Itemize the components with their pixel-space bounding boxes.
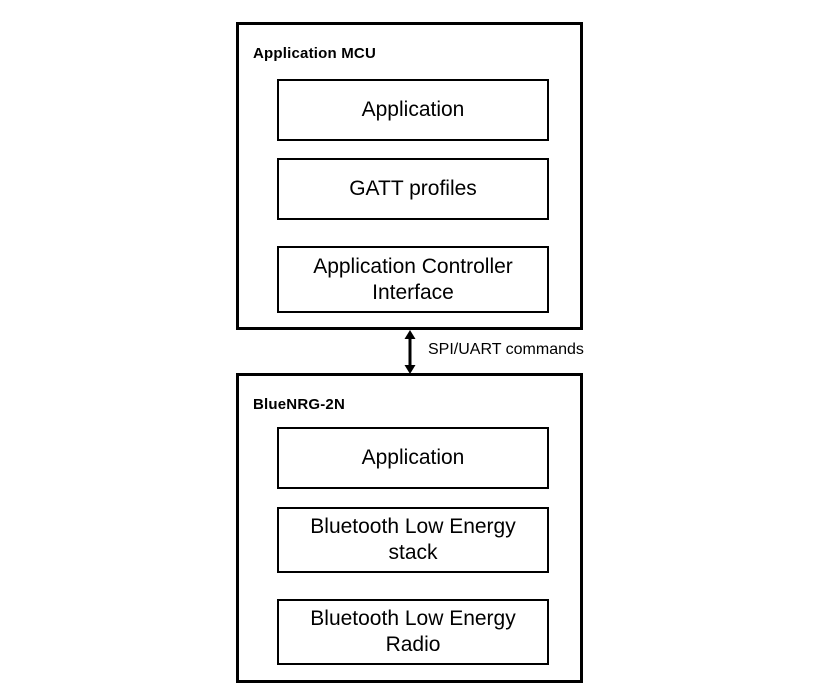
box-ble-stack-label-line2: stack (388, 541, 438, 564)
box-mcu-application-label: Application (361, 98, 465, 122)
box-ble-radio-label-line1: Bluetooth Low Energy (310, 607, 516, 631)
box-bluetooth-low-energy-radio (277, 599, 549, 665)
box-bluenrg-application-label: Application (361, 446, 465, 470)
box-mcu-aci-label-line1: Application Controller (313, 254, 513, 278)
spi-uart-double-arrow-icon (403, 330, 417, 374)
box-ble-radio-label-line2: Radio (385, 633, 441, 656)
block-bluenrg-2n-title: BlueNRG-2N (253, 396, 346, 413)
box-mcu-aci-label-line2: Interface (372, 280, 454, 304)
box-bluetooth-low-energy-stack (277, 507, 549, 573)
box-bluenrg-application (277, 427, 549, 489)
block-bluenrg-2n (236, 373, 583, 683)
box-mcu-application-controller-interface (277, 246, 549, 313)
spi-uart-commands-label: SPI/UART commands (428, 341, 584, 358)
block-application-mcu (236, 22, 583, 330)
box-mcu-gatt-profiles (277, 158, 549, 220)
box-ble-stack-label-line1: Bluetooth Low Energy (310, 515, 516, 539)
box-mcu-gatt-profiles-label: GATT profiles (349, 177, 477, 201)
box-mcu-application (277, 79, 549, 141)
block-application-mcu-title: Application MCU (253, 45, 376, 62)
